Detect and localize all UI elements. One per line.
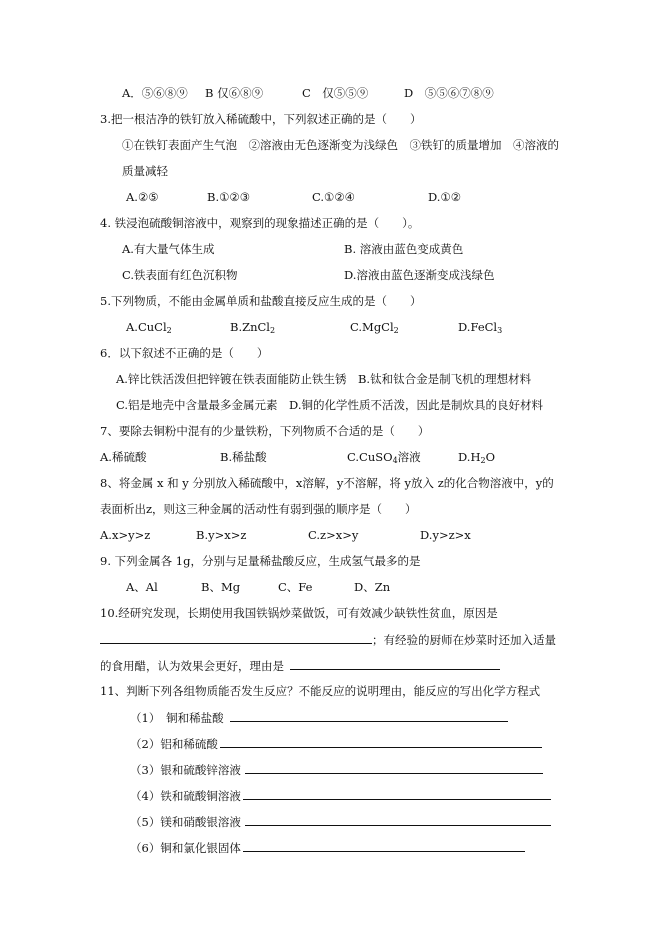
question-8-stem-cont: 表面析出z，则这三种金属的活动性有弱到强的顺序是（ ） xyxy=(100,502,417,516)
answer-blank[interactable] xyxy=(245,761,543,774)
option-a: A.稀硫酸 xyxy=(100,450,147,464)
option-c: C.①②④ xyxy=(312,190,355,204)
question-4-stem: 4. 铁浸泡硫酸铜溶液中，观察到的现象描述正确的是（ ）。 xyxy=(100,216,420,230)
question-6-stem: 6．以下叙述不正确的是（ ） xyxy=(100,346,269,360)
option-a: A.②⑤ xyxy=(126,190,159,204)
question-5-stem: 5.下列物质，不能由金属单质和盐酸直接反应生成的是（ ） xyxy=(100,294,422,308)
option-a: A.CuCl$_2$ xyxy=(126,320,172,335)
answer-blank[interactable] xyxy=(243,787,551,800)
answer-blank[interactable] xyxy=(290,657,500,670)
option-b: B 仅⑥⑧⑨ xyxy=(205,86,264,100)
option-d: D.FeCl$_3$ xyxy=(458,320,503,335)
option-a: A.有大量气体生成 xyxy=(122,242,215,256)
question-6-options-ab: A.锌比铁活泼但把锌镀在铁表面能防止铁生锈 B.钛和钛合金是制飞机的理想材料 xyxy=(116,372,532,386)
option-a: A.x>y>z xyxy=(100,528,151,542)
option-b: B.稀盐酸 xyxy=(220,450,267,464)
q11-item-3: （3）银和硫酸锌溶液 xyxy=(130,761,543,778)
answer-blank[interactable] xyxy=(243,839,525,852)
question-10-line-2: ；有经验的厨师在炒菜时还加入适量 xyxy=(100,631,556,648)
q11-item-4: （4）铁和硫酸铜溶液 xyxy=(130,787,551,804)
option-d: D、Zn xyxy=(354,580,391,594)
q11-item-1: （1） 铜和稀盐酸 xyxy=(130,709,508,726)
answer-blank[interactable] xyxy=(220,735,542,748)
question-7-stem: 7、要除去铜粉中混有的少量铁粉，下列物质不合适的是（ ） xyxy=(100,424,430,438)
option-b: B.①②③ xyxy=(207,190,251,204)
option-d: $D.H_2O$ xyxy=(458,450,496,465)
option-b: B. 溶液由蓝色变成黄色 xyxy=(344,242,464,256)
question-3-stem: 3.把一根洁净的铁钉放入稀硫酸中，下列叙述正确的是（ ） xyxy=(100,112,422,126)
answer-blank[interactable] xyxy=(245,813,551,826)
question-11-stem: 11、判断下列各组物质能否发生反应？不能反应的说明理由，能反应的写出化学方程式 xyxy=(100,684,541,698)
question-3-statements: ①在铁钉表面产生气泡 ②溶液由无色逐渐变为浅绿色 ③铁钉的质量增加 ④溶液的 xyxy=(122,138,559,152)
option-b: B.y>x>z xyxy=(196,528,247,542)
option-a: A．⑤⑥⑧⑨ xyxy=(122,86,188,100)
option-c: C.MgCl$_2$ xyxy=(350,320,399,335)
option-c: C、Fe xyxy=(278,580,313,594)
option-c: C.CuSO$_4$溶液 xyxy=(347,450,421,465)
question-3-statements-cont: 质量减轻 xyxy=(122,164,168,178)
option-a: A、Al xyxy=(126,580,158,594)
q11-item-2: （2）铝和稀硫酸 xyxy=(130,735,542,752)
option-d: D.溶液由蓝色逐渐变成浅绿色 xyxy=(344,268,495,282)
option-d: D.①② xyxy=(428,190,462,204)
option-b: B、Mg xyxy=(201,580,241,594)
q11-item-6: （6）铜和氯化银固体 xyxy=(130,839,525,856)
option-c: C.铁表面有红色沉积物 xyxy=(122,268,238,282)
question-8-stem: 8、将金属 x 和 y 分别放入稀硫酸中，x溶解，y不溶解，将 y放入 z的化合物溶液中，y的 xyxy=(100,476,554,490)
option-d: D ⑤⑤⑥⑦⑧⑨ xyxy=(404,86,494,100)
option-d: D.y>z>x xyxy=(420,528,471,542)
answer-blank[interactable] xyxy=(230,709,508,722)
option-c: C 仅⑤⑤⑨ xyxy=(302,86,369,100)
question-6-options-cd: C.铝是地壳中含量最多金属元素 D.铜的化学性质不活泼，因此是制炊具的良好材料 xyxy=(116,398,544,412)
question-10-line-3: 的食用醋，认为效果会更好，理由是 xyxy=(100,657,500,674)
question-9-stem: 9. 下列金属各 1g，分别与足量稀盐酸反应，生成氢气最多的是 xyxy=(100,554,421,568)
option-b: B.ZnCl$_2$ xyxy=(230,320,276,335)
q11-item-5: （5）镁和硝酸银溶液 xyxy=(130,813,551,830)
answer-blank[interactable] xyxy=(100,631,372,644)
question-10-stem: 10.经研究发现，长期使用我国铁锅炒菜做饭，可有效减少缺铁性贫血，原因是 xyxy=(100,606,498,620)
option-c: C.z>x>y xyxy=(308,528,359,542)
